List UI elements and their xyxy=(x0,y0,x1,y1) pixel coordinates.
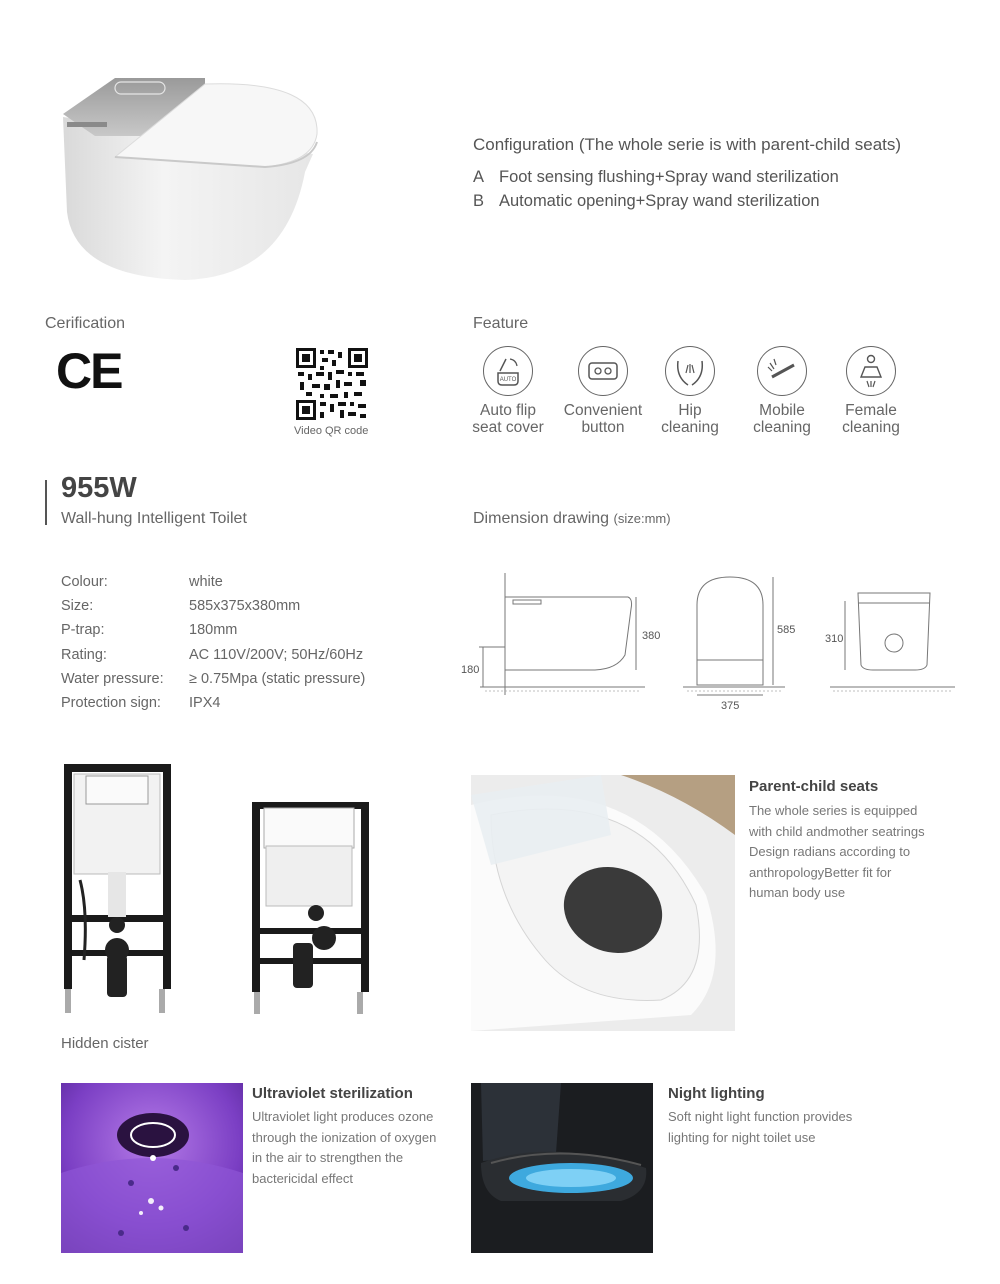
dim-side-trap: 180 xyxy=(461,664,480,676)
spec-row-rating xyxy=(61,647,363,663)
convenient-button-icon xyxy=(578,346,628,396)
body-line: with child andmother seatrings xyxy=(749,823,925,839)
feature-label-line2: seat cover xyxy=(472,419,544,436)
female-cleaning-icon xyxy=(846,346,896,396)
feature-label-line1: Auto flip xyxy=(479,402,536,419)
spec-row-protection xyxy=(61,695,220,711)
body-line: anthropologyBetter fit for xyxy=(749,864,892,880)
body-line: Ultraviolet light produces ozone xyxy=(252,1109,434,1124)
configuration-item-letter: B xyxy=(473,192,485,210)
spec-key: Size: xyxy=(61,598,94,614)
dim-side-height: 380 xyxy=(642,630,661,642)
spec-key: P-trap: xyxy=(61,622,105,638)
spec-row-colour xyxy=(61,574,223,590)
configuration-item-a xyxy=(473,168,839,187)
feature-label-line2: button xyxy=(581,419,625,436)
night-lighting-image xyxy=(471,1083,653,1253)
feature-item-hip-cleaning xyxy=(642,346,738,436)
feature-item-mobile-cleaning xyxy=(734,346,830,436)
night-body xyxy=(668,1107,852,1148)
body-line: The whole series is equipped xyxy=(749,803,918,818)
qr-code-icon[interactable] xyxy=(296,348,368,420)
feature-item-convenient-button xyxy=(555,346,651,436)
product-model: 955W xyxy=(61,472,137,504)
dimension-drawing xyxy=(455,565,965,715)
feature-label-line1: Mobile xyxy=(759,402,805,419)
cistern-frame-image-1 xyxy=(60,760,175,1015)
feature-label-line2: cleaning xyxy=(661,419,719,436)
feature-label-line2: cleaning xyxy=(753,419,811,436)
spec-value: IPX4 xyxy=(189,695,221,711)
body-line: bactericidal effect xyxy=(252,1170,353,1186)
body-line: through the ionization of oxygen xyxy=(252,1129,437,1145)
qr-caption: Video QR code xyxy=(294,425,369,437)
body-line: human body use xyxy=(749,885,846,900)
night-title: Night lighting xyxy=(668,1085,765,1102)
uv-title: Ultraviolet sterilization xyxy=(252,1085,413,1102)
dimension-title xyxy=(473,510,671,528)
body-line: Soft night light function provides xyxy=(668,1109,853,1124)
spec-value: white xyxy=(189,574,223,590)
parent-child-seat-image xyxy=(471,775,735,1031)
feature-label-line1: Hip xyxy=(678,402,702,419)
product-hero-image xyxy=(55,62,330,287)
configuration-item-b xyxy=(473,192,820,211)
spec-row-ptrap xyxy=(61,622,237,638)
spec-value: 180mm xyxy=(189,622,238,638)
dimension-title-text: Dimension drawing xyxy=(473,510,610,527)
spec-row-size xyxy=(61,598,300,614)
auto-badge: AUTO xyxy=(499,377,517,383)
body-line: Design radians according to xyxy=(749,844,911,859)
body-line: in the air to strengthen the xyxy=(252,1150,404,1165)
spec-key: Rating: xyxy=(61,647,107,663)
feature-label-line1: Female xyxy=(845,402,897,419)
dim-back-height: 310 xyxy=(825,633,844,645)
configuration-item-text: Foot sensing flushing+Spray wand sterilization xyxy=(499,168,839,186)
title-accent-bar xyxy=(45,480,47,525)
feature-label-line1: Convenient xyxy=(563,402,643,419)
certification-label: Cerification xyxy=(45,315,126,332)
dimension-unit: (size:mm) xyxy=(613,511,671,526)
uv-body xyxy=(252,1107,436,1189)
feature-item-auto-flip xyxy=(460,346,556,436)
spec-value: ≥ 0.75Mpa (static pressure) xyxy=(189,671,366,687)
dim-front-width: 375 xyxy=(721,700,740,712)
auto-flip-seat-icon xyxy=(483,346,533,396)
feature-item-female-cleaning xyxy=(823,346,919,436)
mobile-cleaning-icon xyxy=(757,346,807,396)
ce-mark-icon: CE xyxy=(56,343,122,399)
hip-cleaning-icon xyxy=(665,346,715,396)
parent-child-body xyxy=(749,801,925,904)
feature-label: Feature xyxy=(473,315,529,332)
cistern-frame-image-2 xyxy=(248,798,373,1018)
spec-key: Protection sign: xyxy=(61,695,161,711)
feature-label-line2: cleaning xyxy=(842,419,900,436)
spec-key: Colour: xyxy=(61,574,108,590)
uv-sterilization-image xyxy=(61,1083,243,1253)
configuration-title: Configuration (The whole serie is with parent-child seats) xyxy=(473,135,902,154)
dim-front-height: 585 xyxy=(777,624,796,636)
spec-row-water-pressure xyxy=(61,671,365,687)
product-name: Wall-hung Intelligent Toilet xyxy=(61,510,247,527)
spec-key: Water pressure: xyxy=(61,671,164,687)
configuration-item-text: Automatic opening+Spray wand sterilization xyxy=(499,192,820,210)
spec-value: 585x375x380mm xyxy=(189,598,301,614)
spec-value: AC 110V/200V; 50Hz/60Hz xyxy=(189,647,364,663)
configuration-item-letter: A xyxy=(473,168,485,186)
hidden-cistern-caption: Hidden cister xyxy=(61,1035,149,1052)
body-line: lighting for night toilet use xyxy=(668,1129,816,1145)
parent-child-title: Parent-child seats xyxy=(749,778,879,795)
